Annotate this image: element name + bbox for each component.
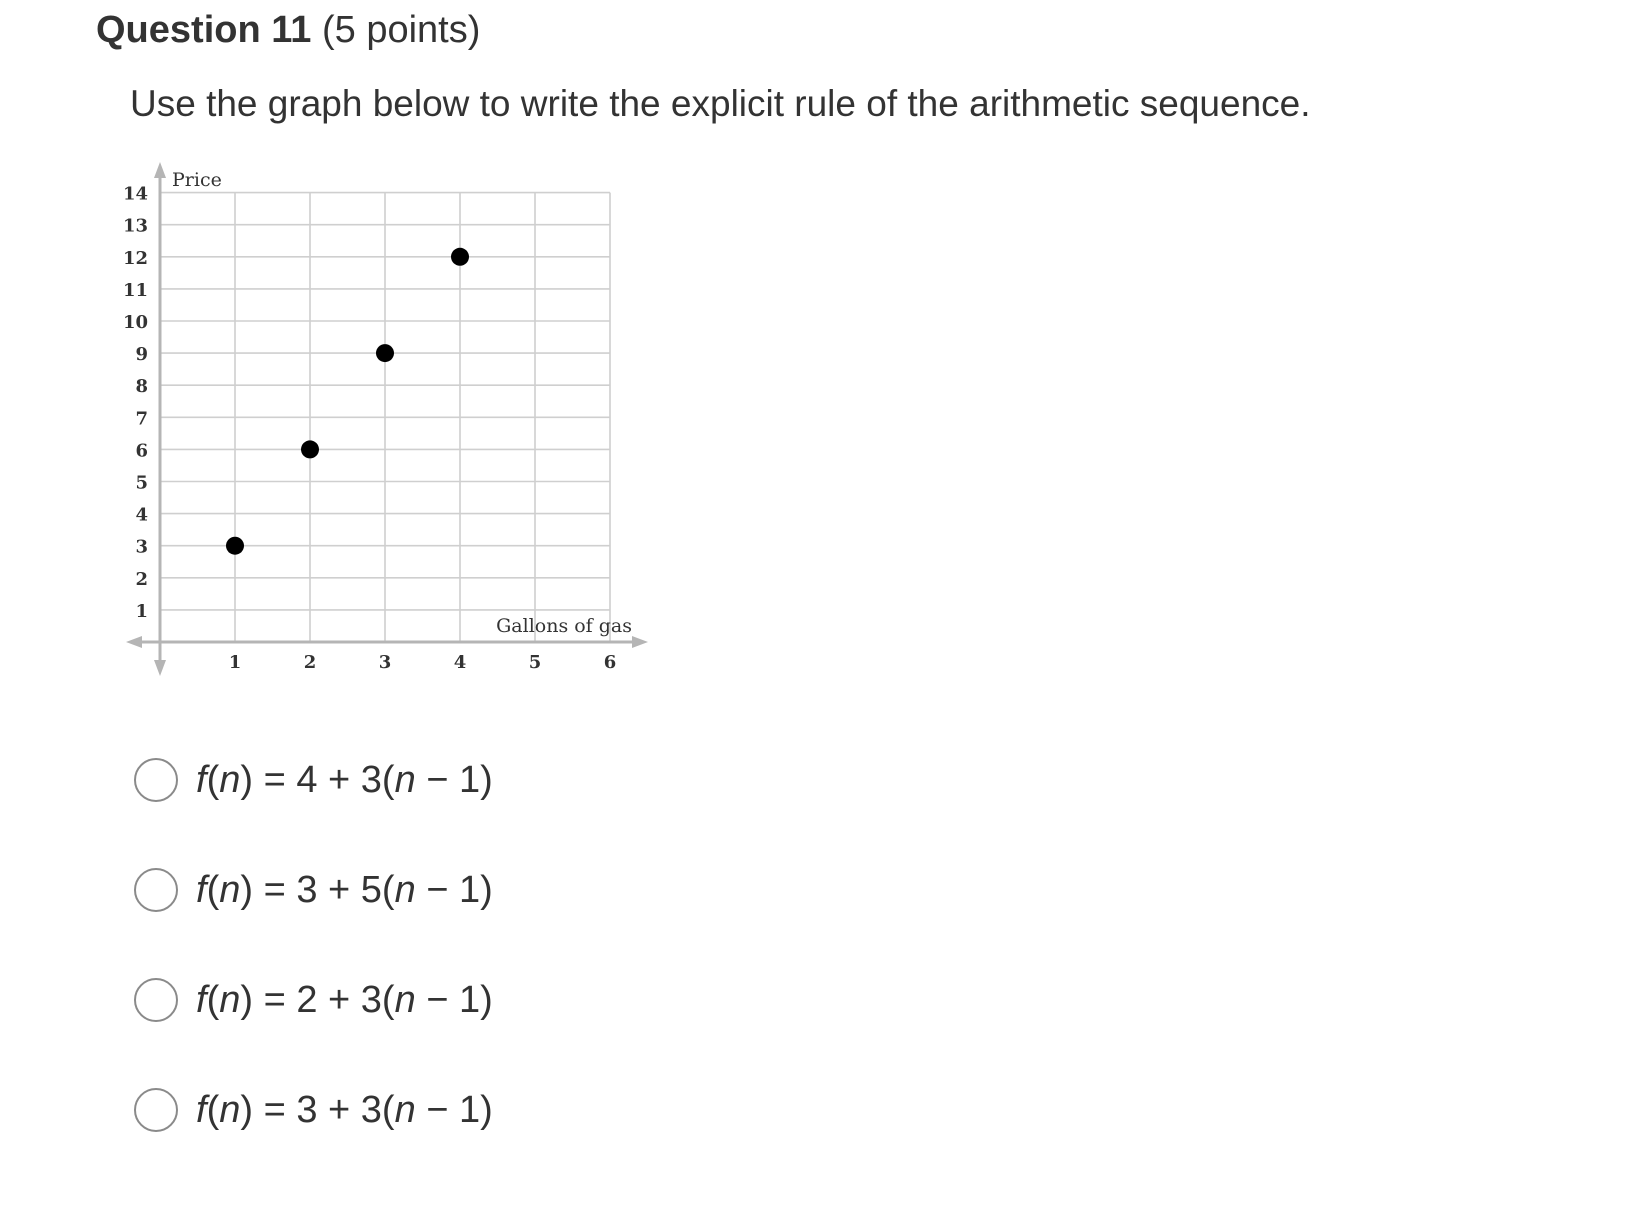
choice-paren: (	[206, 869, 220, 911]
choice-expr: ) = 2 + 3(	[240, 979, 395, 1021]
y-tick-label: 3	[135, 536, 148, 558]
x-tick-label: 3	[378, 652, 392, 673]
choice-expr: − 1)	[415, 1089, 493, 1131]
y-tick-label: 12	[122, 247, 148, 269]
y-tick-label: 7	[135, 408, 148, 430]
question-prompt: Use the graph below to write the explicit rule of the arithmetic sequence.	[130, 83, 1311, 124]
choice-expr: ) = 3 + 5(	[240, 869, 395, 911]
answer-choice-d[interactable]	[134, 1080, 493, 1140]
choice-var: n	[219, 1089, 241, 1131]
radio-unchecked-icon[interactable]	[134, 978, 178, 1022]
y-tick-label: 13	[122, 215, 148, 237]
choice-text-d	[196, 1086, 493, 1134]
choice-expr: ) = 4 + 3(	[240, 759, 395, 801]
choice-text-c	[196, 976, 493, 1024]
choice-var: n	[394, 979, 416, 1021]
choice-paren: (	[206, 979, 220, 1021]
answer-choice-a[interactable]	[134, 750, 493, 810]
radio-unchecked-icon[interactable]	[134, 1088, 178, 1132]
y-axis-arrow-down-icon	[154, 660, 166, 676]
choice-expr: − 1)	[415, 979, 493, 1021]
choice-var: n	[219, 759, 241, 801]
choice-text-a	[196, 756, 493, 804]
choice-expr: ) = 3 + 3(	[240, 1089, 395, 1131]
data-point	[226, 537, 244, 555]
y-axis-arrow-up-icon	[154, 162, 166, 178]
choice-fn: f	[196, 759, 207, 801]
data-point	[451, 248, 469, 266]
y-tick-label: 5	[135, 472, 148, 494]
choice-text-b	[196, 866, 493, 914]
x-axis-label: Gallons of gas	[496, 615, 632, 637]
answer-choice-c[interactable]	[134, 970, 493, 1030]
choice-expr: − 1)	[415, 759, 493, 801]
x-axis-arrow-left-icon	[126, 636, 142, 648]
question-header	[96, 6, 480, 54]
choice-paren: (	[206, 1089, 220, 1131]
question-title: Question 11	[96, 9, 312, 51]
data-point	[376, 344, 394, 362]
y-tick-label: 8	[135, 376, 148, 398]
question-points: (5 points)	[321, 9, 481, 51]
choice-fn: f	[196, 869, 207, 911]
choice-var: n	[219, 979, 241, 1021]
x-tick-label: 6	[603, 652, 617, 673]
x-tick-label: 1	[228, 652, 242, 673]
x-axis-arrow-right-icon	[632, 636, 648, 648]
y-tick-label: 10	[122, 312, 148, 333]
y-tick-label: 6	[135, 440, 148, 462]
choice-paren: (	[206, 759, 220, 801]
x-tick-label: 2	[303, 652, 317, 673]
y-tick-label: 14	[122, 183, 148, 205]
y-tick-label: 9	[135, 344, 148, 366]
data-point	[301, 440, 319, 458]
y-axis-label: Price	[172, 169, 222, 191]
x-tick-label: 5	[528, 652, 542, 673]
answer-choice-b[interactable]	[134, 860, 493, 920]
y-tick-label: 1	[135, 600, 148, 622]
y-tick-label: 2	[135, 568, 148, 590]
choice-fn: f	[196, 979, 207, 1021]
graph-svg	[120, 160, 680, 720]
radio-unchecked-icon[interactable]	[134, 868, 178, 912]
y-tick-label: 11	[122, 279, 148, 301]
choice-var: n	[394, 1089, 416, 1131]
choice-var: n	[394, 869, 416, 911]
y-tick-label: 4	[135, 504, 148, 526]
sequence-graph	[120, 160, 680, 720]
radio-unchecked-icon[interactable]	[134, 758, 178, 802]
choice-fn: f	[196, 1089, 207, 1131]
choice-var: n	[219, 869, 241, 911]
x-tick-label: 4	[453, 652, 467, 673]
choice-expr: − 1)	[415, 869, 493, 911]
choice-var: n	[394, 759, 416, 801]
